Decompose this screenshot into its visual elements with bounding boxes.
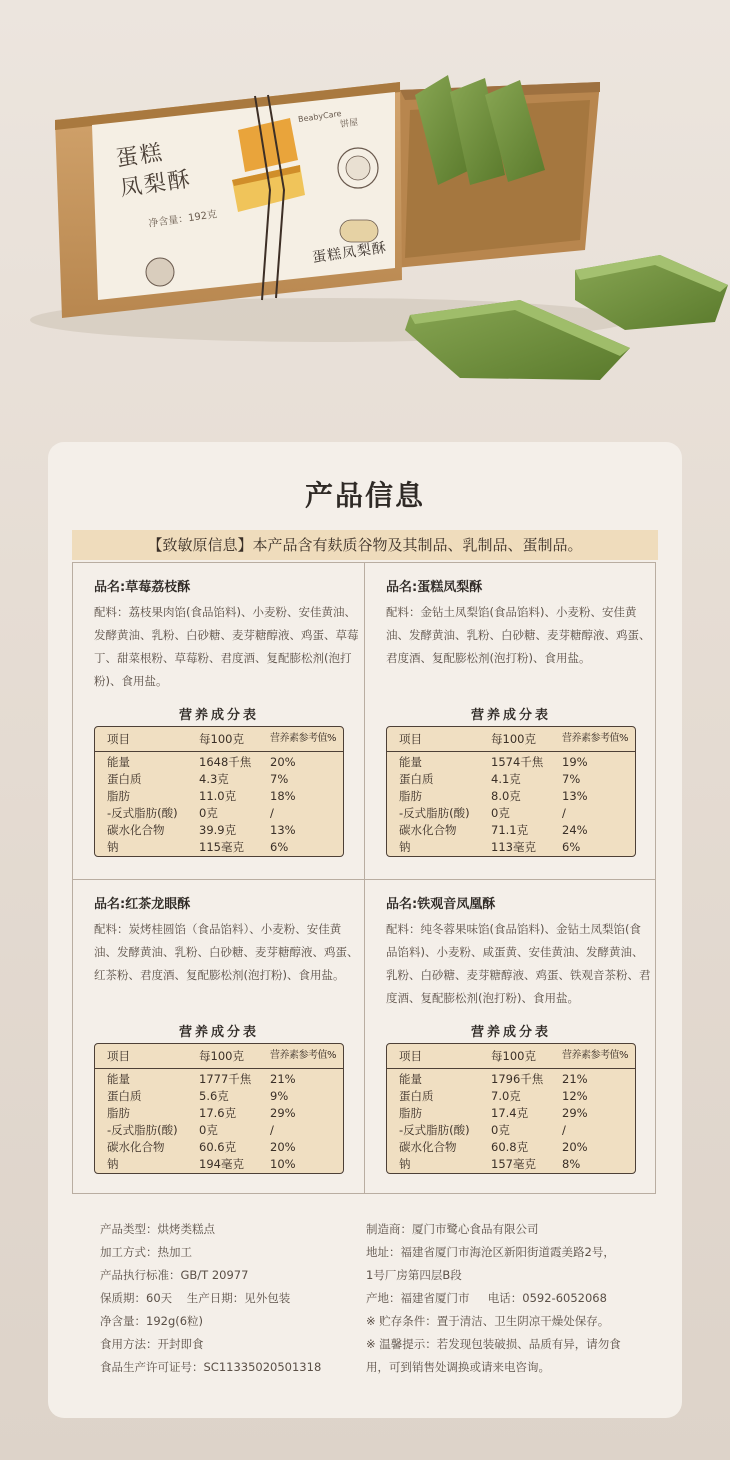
nutrition-row: [95, 839, 343, 856]
detail-line: 保质期：60天 生产日期：见外包装: [100, 1291, 291, 1305]
nutrition-row: [387, 839, 635, 856]
nutrition-cell: 113毫克: [491, 840, 536, 854]
nutrition-row: [95, 1139, 343, 1156]
nutrition-cell: 18%: [270, 789, 296, 803]
product-name: 品名:蛋糕凤梨酥: [386, 580, 483, 595]
box-brand-logo-cn: 饼屋: [339, 117, 359, 131]
nutrition-cell: -反式脂肪(酸): [399, 1123, 470, 1137]
nutrition-row: [95, 754, 343, 771]
nutrition-cell: 钠: [399, 1157, 411, 1171]
nutrition-row: [387, 805, 635, 822]
nutrition-row: [387, 1088, 635, 1105]
product-ingredients: 配料：金钻土凤梨馅(食品馅料)、小麦粉、安佳黄油、发酵黄油、乳粉、白砂糖、麦芽糖醇液、鸡蛋、君度酒、复配膨松剂(泡打粉)、食用盐。: [386, 605, 651, 665]
nutrition-cell: 能量: [107, 755, 130, 769]
nutrition-cell: 60.6克: [199, 1140, 237, 1154]
nutrition-table: [386, 1043, 636, 1174]
detail-line: 制造商：厦门市鹭心食品有限公司: [366, 1222, 539, 1236]
nutrition-cell: 1574千焦: [491, 755, 544, 769]
nutrition-cell: 12%: [562, 1089, 588, 1103]
nutrition-cell: 7%: [270, 772, 289, 786]
gift-box-illustration: [0, 0, 730, 420]
detail-line: 用，可到销售处调换或请来电咨询。: [366, 1360, 550, 1374]
nutrition-table: [94, 1043, 344, 1174]
nutrition-cell: 13%: [562, 789, 588, 803]
nutrition-cell: 能量: [399, 1072, 422, 1086]
nutrition-row: [387, 822, 635, 839]
nutrition-cell: /: [562, 1123, 566, 1137]
nutrition-cell: 蛋白质: [107, 1089, 142, 1103]
nutrition-row: [387, 754, 635, 771]
nutrition-cell: 19%: [562, 755, 588, 769]
product-ingredients: 配料：纯冬蓉果味馅(食品馅料)、金钻土凤梨馅(食品馅料)、小麦粉、咸蛋黄、安佳黄油、发酵黄油、乳粉、白砂糖、麦芽糖醇液、鸡蛋、铁观音茶粉、君度酒、复配膨松剂(泡打粉)、食用盐。: [386, 922, 651, 1005]
nutrition-cell: 脂肪: [107, 1106, 130, 1120]
nutrition-column-header: 项目: [399, 1049, 422, 1063]
nutrition-row: [95, 1156, 343, 1173]
nutrition-cell: 4.1克: [491, 772, 521, 786]
nutrition-row: [95, 805, 343, 822]
product-card-2: [386, 578, 651, 670]
allergen-banner: 【致敏原信息】本产品含有麸质谷物及其制品、乳制品、蛋制品。: [72, 530, 658, 560]
nutrition-cell: 1796千焦: [491, 1072, 544, 1086]
product-card-3: [94, 895, 359, 987]
nutrition-heading: 营养成分表: [470, 1025, 551, 1040]
product-details-left: [100, 1218, 350, 1379]
nutrition-cell: 6%: [270, 840, 289, 854]
nutrition-column-header: 每100克: [199, 732, 244, 746]
detail-line: 食用方法：开封即食: [100, 1337, 204, 1351]
nutrition-column-header: 项目: [399, 732, 422, 746]
product-ingredients: 配料：炭烤桂圆馅（食品馅料）、小麦粉、安佳黄油、发酵黄油、乳粉、白砂糖、麦芽糖醇液、鸡蛋、红茶粉、君度酒、复配膨松剂(泡打粉)、食用盐。: [94, 922, 359, 982]
nutrition-table-header: [387, 1044, 635, 1069]
nutrition-cell: 0克: [199, 1123, 218, 1137]
nutrition-row: [387, 1139, 635, 1156]
nutrition-cell: 8%: [562, 1157, 581, 1171]
nutrition-cell: 碳水化合物: [107, 823, 165, 837]
detail-line: ※ 贮存条件：置于清洁、卫生阴凉干燥处保存。: [366, 1314, 610, 1328]
nutrition-column-header: 每100克: [491, 1049, 536, 1063]
nutrition-table: [94, 726, 344, 857]
box-net-content-label: 净含量：192克: [147, 209, 218, 230]
nutrition-cell: 13%: [270, 823, 296, 837]
box-brand-title-line2: 凤梨酥: [118, 166, 194, 202]
detail-line: 1号厂房第四层B段: [366, 1268, 462, 1282]
nutrition-heading: 营养成分表: [178, 1025, 259, 1040]
detail-line: 食品生产许可证号：SC11335020501318: [100, 1360, 322, 1374]
box-brand-logo-en: BeabyCare: [297, 109, 343, 124]
nutrition-column-header: 营养素参考值%: [562, 733, 629, 744]
nutrition-cell: 115毫克: [199, 840, 244, 854]
product-hero-image: [0, 0, 730, 420]
nutrition-row: [95, 1088, 343, 1105]
nutrition-cell: 17.4克: [491, 1106, 529, 1120]
nutrition-column-header: 营养素参考值%: [270, 733, 337, 744]
grid-divider-horizontal: [72, 879, 656, 880]
nutrition-cell: 脂肪: [107, 789, 130, 803]
nutrition-cell: 碳水化合物: [399, 1140, 457, 1154]
nutrition-column-header: 每100克: [199, 1049, 244, 1063]
detail-line: 加工方式：热加工: [100, 1245, 192, 1259]
nutrition-cell: 能量: [107, 1072, 130, 1086]
nutrition-cell: 20%: [270, 1140, 296, 1154]
nutrition-table: [386, 726, 636, 857]
nutrition-row: [95, 822, 343, 839]
nutrition-cell: 脂肪: [399, 789, 422, 803]
product-name: 品名:铁观音凤凰酥: [386, 897, 496, 912]
nutrition-cell: 0克: [491, 806, 510, 820]
nutrition-cell: 能量: [399, 755, 422, 769]
nutrition-cell: 29%: [562, 1106, 588, 1120]
nutrition-cell: 9%: [270, 1089, 289, 1103]
nutrition-row: [95, 1105, 343, 1122]
nutrition-cell: 7.0克: [491, 1089, 521, 1103]
nutrition-cell: 0克: [491, 1123, 510, 1137]
nutrition-row: [95, 1122, 343, 1139]
product-name: 品名:草莓荔枝酥: [94, 580, 191, 595]
nutrition-cell: 0克: [199, 806, 218, 820]
nutrition-cell: /: [270, 1123, 274, 1137]
detail-line: 产品类型：烘烤类糕点: [100, 1222, 215, 1236]
nutrition-heading: 营养成分表: [470, 708, 551, 723]
nutrition-cell: 24%: [562, 823, 588, 837]
nutrition-row: [387, 788, 635, 805]
nutrition-row: [387, 1156, 635, 1173]
grid-divider-vertical: [364, 562, 365, 1194]
detail-line: 产地：福建省厦门市 电话：0592-6052068: [366, 1291, 607, 1305]
nutrition-row: [95, 771, 343, 788]
box-brand-title: [114, 135, 194, 204]
nutrition-cell: 6%: [562, 840, 581, 854]
nutrition-column-header: 营养素参考值%: [562, 1050, 629, 1061]
product-name: 品名:红茶龙眼酥: [94, 897, 191, 912]
nutrition-cell: -反式脂肪(酸): [107, 1123, 178, 1137]
nutrition-cell: 8.0克: [491, 789, 521, 803]
nutrition-cell: 7%: [562, 772, 581, 786]
product-ingredients: 配料：荔枝果肉馅(食品馅料)、小麦粉、安佳黄油、发酵黄油、乳粉、白砂糖、麦芽糖醇液、鸡蛋、草莓丁、甜菜根粉、草莓粉、君度酒、复配膨松剂(泡打粉)、食用盐。: [94, 605, 359, 688]
nutrition-cell: 29%: [270, 1106, 296, 1120]
page-title: 产品信息: [304, 479, 425, 512]
nutrition-cell: 5.6克: [199, 1089, 229, 1103]
detail-line: 地址：福建省厦门市海沧区新阳街道霞美路2号，: [366, 1245, 615, 1259]
nutrition-cell: /: [562, 806, 566, 820]
nutrition-cell: 21%: [270, 1072, 296, 1086]
nutrition-cell: 碳水化合物: [399, 823, 457, 837]
nutrition-column-header: 营养素参考值%: [270, 1050, 337, 1061]
product-card-1: [94, 578, 359, 693]
nutrition-cell: 21%: [562, 1072, 588, 1086]
nutrition-cell: 11.0克: [199, 789, 237, 803]
nutrition-cell: 17.6克: [199, 1106, 237, 1120]
nutrition-table-header: [387, 727, 635, 752]
nutrition-cell: 脂肪: [399, 1106, 422, 1120]
nutrition-cell: 钠: [399, 840, 411, 854]
nutrition-table-header: [95, 727, 343, 752]
nutrition-row: [387, 1122, 635, 1139]
nutrition-cell: 钠: [107, 840, 119, 854]
box-brand-title-line1: 蛋糕: [114, 140, 166, 173]
nutrition-cell: 20%: [562, 1140, 588, 1154]
product-card-4: [386, 895, 651, 1010]
nutrition-column-header: 每100克: [491, 732, 536, 746]
nutrition-row: [387, 771, 635, 788]
nutrition-cell: 157毫克: [491, 1157, 536, 1171]
nutrition-heading: 营养成分表: [178, 708, 259, 723]
nutrition-cell: 1777千焦: [199, 1072, 252, 1086]
nutrition-cell: 60.8克: [491, 1140, 529, 1154]
nutrition-cell: 碳水化合物: [107, 1140, 165, 1154]
product-details-right: [366, 1218, 656, 1379]
nutrition-cell: 71.1克: [491, 823, 529, 837]
nutrition-row: [387, 1071, 635, 1088]
nutrition-column-header: 项目: [107, 1049, 130, 1063]
nutrition-row: [95, 788, 343, 805]
nutrition-cell: 4.3克: [199, 772, 229, 786]
nutrition-cell: -反式脂肪(酸): [399, 806, 470, 820]
nutrition-cell: 钠: [107, 1157, 119, 1171]
nutrition-row: [95, 1071, 343, 1088]
nutrition-cell: 10%: [270, 1157, 296, 1171]
nutrition-cell: 蛋白质: [107, 772, 142, 786]
box-brand-bottom-text: 蛋糕凤梨酥: [311, 239, 388, 267]
detail-line: ※ 温馨提示：若发现包装破损、品质有异，请勿食: [366, 1337, 621, 1351]
nutrition-cell: /: [270, 806, 274, 820]
detail-line: 净含量：192g(6粒): [100, 1314, 204, 1328]
nutrition-cell: 39.9克: [199, 823, 237, 837]
nutrition-row: [387, 1105, 635, 1122]
nutrition-column-header: 项目: [107, 732, 130, 746]
nutrition-cell: 194毫克: [199, 1157, 244, 1171]
nutrition-cell: 蛋白质: [399, 1089, 434, 1103]
detail-line: 产品执行标准：GB/T 20977: [100, 1268, 249, 1282]
nutrition-table-header: [95, 1044, 343, 1069]
nutrition-cell: 20%: [270, 755, 296, 769]
nutrition-cell: 1648千焦: [199, 755, 252, 769]
nutrition-cell: 蛋白质: [399, 772, 434, 786]
nutrition-cell: -反式脂肪(酸): [107, 806, 178, 820]
